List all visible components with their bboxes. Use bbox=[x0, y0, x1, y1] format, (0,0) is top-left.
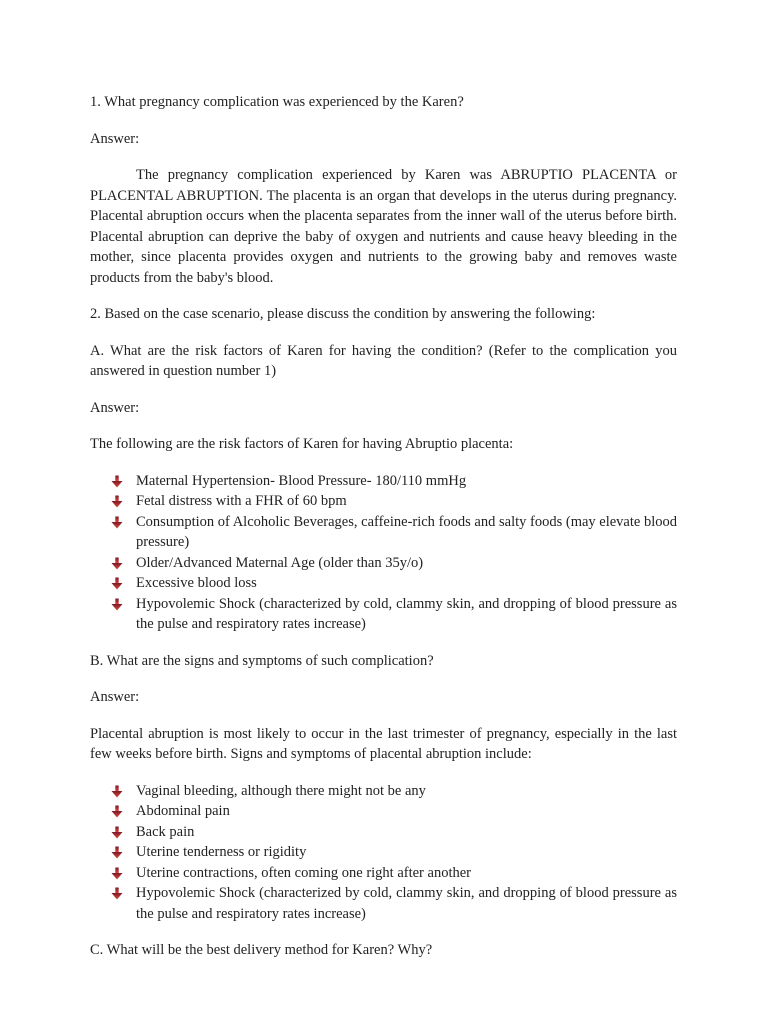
list-item-text: Back pain bbox=[136, 823, 195, 840]
list-item-text: Vaginal bleeding, although there might not be any bbox=[136, 782, 426, 799]
answer-1-text: The pregnancy complication experienced by Karen was ABRUPTIO PLACENTA or PLACENTAL ABRUPTION. The placenta is an organ that develops in the uterus during pregnancy. Placental abruption occurs when the placenta separates from the inner wall of the uterus before birth. Placental abruption can deprive the baby of oxygen and nutrients and cause heavy bleeding in the mother, since placenta provides oxygen and nutrients to the growing baby and removes waste products from the baby's blood. bbox=[90, 167, 677, 286]
arrow-down-bullet-icon bbox=[111, 597, 123, 610]
list-item-text: Excessive blood loss bbox=[136, 575, 257, 591]
symptoms-list bbox=[90, 781, 677, 925]
list-item bbox=[136, 842, 677, 863]
risk-factors-intro: The following are the risk factors of Karen for having Abruptio placenta: bbox=[90, 436, 514, 452]
list-item bbox=[136, 594, 677, 635]
arrow-down-bullet-icon bbox=[111, 474, 123, 487]
list-item-text: Older/Advanced Maternal Age (older than 35y/o) bbox=[136, 554, 424, 571]
arrow-down-bullet-icon bbox=[111, 515, 123, 528]
list-item-text: Consumption of Alcoholic Beverages, caffeine-rich foods and salty foods (may elevate blood pressure) bbox=[136, 513, 677, 550]
list-item bbox=[136, 573, 677, 594]
list-item bbox=[136, 491, 677, 512]
arrow-down-bullet-icon bbox=[111, 494, 123, 507]
question-1: 1. What pregnancy complication was experienced by the Karen? bbox=[90, 94, 464, 110]
list-item bbox=[136, 801, 677, 822]
symptoms-intro: Placental abruption is most likely to occur in the last trimester of pregnancy, especially in the last few weeks before birth. Signs and symptoms of placental abruption include: bbox=[90, 725, 677, 762]
list-item bbox=[136, 471, 677, 492]
list-item bbox=[136, 863, 677, 884]
question-2: 2. Based on the case scenario, please discuss the condition by answering the following: bbox=[90, 306, 596, 322]
list-item-text: Uterine tenderness or rigidity bbox=[136, 844, 307, 860]
list-item-text: Maternal Hypertension- Blood Pressure- 180/110 mmHg bbox=[136, 472, 467, 489]
arrow-down-bullet-icon bbox=[111, 784, 123, 797]
list-item bbox=[136, 553, 677, 574]
arrow-down-bullet-icon bbox=[111, 866, 123, 879]
arrow-down-bullet-icon bbox=[111, 886, 123, 899]
question-2a: A. What are the risk factors of Karen for having the condition? (Refer to the complication you answered in question number 1) bbox=[90, 342, 677, 379]
arrow-down-bullet-icon bbox=[111, 576, 123, 589]
list-item bbox=[136, 822, 677, 843]
answer-label-2a: Answer: bbox=[90, 399, 140, 416]
list-item bbox=[136, 512, 677, 553]
list-item-text: Hypovolemic Shock (characterized by cold, clammy skin, and dropping of blood pressure as the pulse and respiratory rates increase) bbox=[136, 885, 677, 922]
answer-label-2b: Answer: bbox=[90, 689, 140, 705]
arrow-down-bullet-icon bbox=[111, 845, 123, 858]
arrow-down-bullet-icon bbox=[111, 556, 123, 569]
answer-label-1: Answer: bbox=[90, 130, 140, 147]
question-2c: C. What will be the best delivery method for Karen? Why? bbox=[90, 942, 433, 958]
list-item-text: Abdominal pain bbox=[136, 803, 230, 819]
arrow-down-bullet-icon bbox=[111, 804, 123, 817]
risk-factors-list bbox=[90, 471, 677, 635]
list-item-text: Uterine contractions, often coming one right after another bbox=[136, 864, 471, 881]
list-item bbox=[136, 781, 677, 802]
question-2b: B. What are the signs and symptoms of such complication? bbox=[90, 652, 434, 669]
list-item bbox=[136, 883, 677, 924]
arrow-down-bullet-icon bbox=[111, 825, 123, 838]
list-item-text: Hypovolemic Shock (characterized by cold, clammy skin, and dropping of blood pressure as the pulse and respiratory rates increase) bbox=[136, 595, 677, 632]
list-item-text: Fetal distress with a FHR of 60 bpm bbox=[136, 493, 347, 509]
document-page bbox=[90, 92, 677, 977]
